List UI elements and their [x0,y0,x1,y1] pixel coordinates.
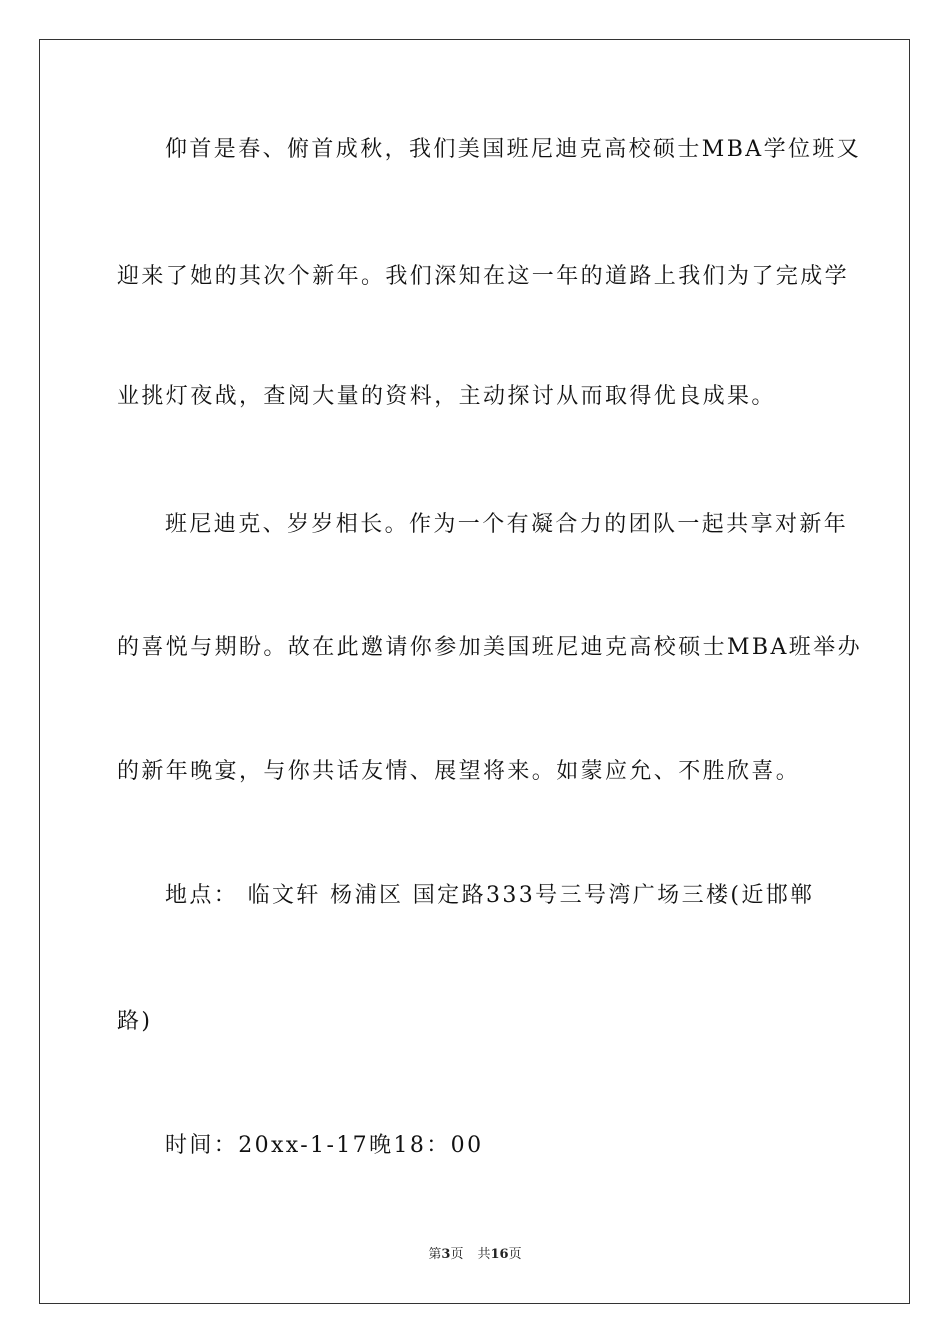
paragraph-3-line-2: 路) [117,1009,153,1034]
footer-page-prefix: 第 [428,1247,442,1262]
paragraph-4-line-1: 时间：20xx-1-17晚18：00 [165,1133,484,1158]
paragraph-2-line-2: 的喜悦与期盼。故在此邀请你参加美国班尼迪克高校硕士MBA班举办 [117,635,862,660]
paragraph-2-line-3: 的新年晚宴，与你共话友情、展望将来。如蒙应允、不胜欣喜。 [117,759,801,784]
page-frame [39,39,910,1304]
paragraph-3-line-1: 地点： 临文轩 杨浦区 国定路333号三号湾广场三楼(近邯郸 [165,883,815,908]
paragraph-1-line-1: 仰首是春、俯首成秋，我们美国班尼迪克高校硕士MBA学位班又 [165,137,862,162]
paragraph-2-line-1: 班尼迪克、岁岁相长。作为一个有凝合力的团队一起共享对新年 [165,512,849,537]
paragraph-1-line-2: 迎来了她的其次个新年。我们深知在这一年的道路上我们为了完成学 [117,264,850,289]
page-footer [0,1246,950,1264]
footer-page-total: 16 [490,1247,509,1262]
paragraph-1-line-3: 业挑灯夜战，查阅大量的资料，主动探讨从而取得优良成果。 [117,384,776,409]
footer-page-current: 3 [441,1247,451,1262]
footer-total-prefix: 共 [477,1247,491,1262]
footer-total-suffix: 页 [508,1247,522,1262]
footer-page-suffix: 页 [450,1247,464,1262]
